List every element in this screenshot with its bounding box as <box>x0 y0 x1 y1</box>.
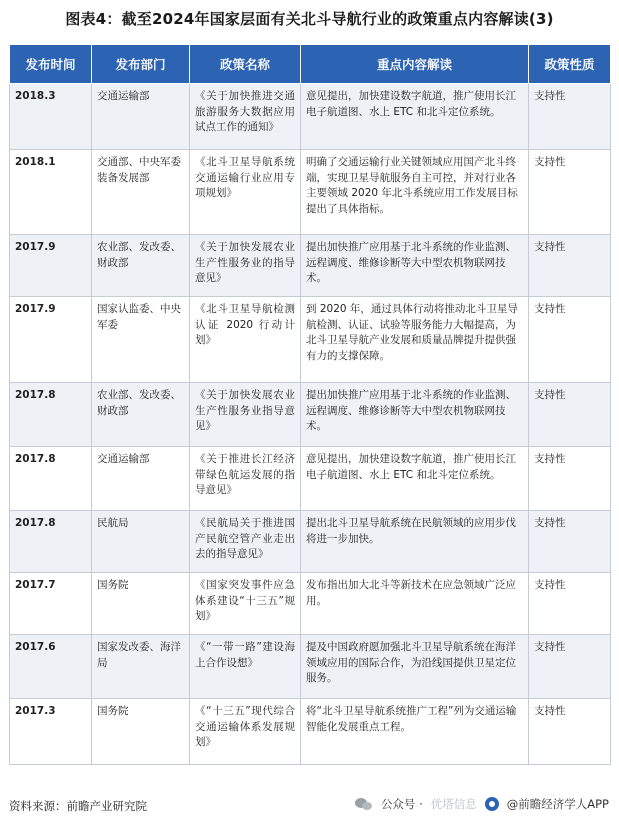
cell-dept: 农业部、发改委、财政部 <box>92 383 190 447</box>
cell-nature: 支持性 <box>529 573 611 635</box>
table-row <box>10 573 611 635</box>
cell-dept: 交通部、中央军委装备发展部 <box>92 150 190 235</box>
table-row <box>10 235 611 297</box>
cell-content: 提出加快推广应用基于北斗系统的作业监测、远程调度、维修诊断等大中型农机物联网技术。 <box>301 383 529 447</box>
cell-nature: 支持性 <box>529 447 611 511</box>
cell-nature: 支持性 <box>529 635 611 699</box>
wechat-label: 公众号 · <box>380 797 423 811</box>
table-row <box>10 383 611 447</box>
cell-date: 2017.3 <box>10 699 92 765</box>
footer-watermark <box>355 796 609 812</box>
cell-policy-name: 《国家突发事件应急体系建设“十三五”规划》 <box>190 573 301 635</box>
cell-date: 2017.9 <box>10 235 92 297</box>
table-row <box>10 447 611 511</box>
table-row <box>10 699 611 765</box>
cell-date: 2017.8 <box>10 511 92 573</box>
cell-policy-name: 《民航局关于推进国产民航空管产业走出去的指导意见》 <box>190 511 301 573</box>
header-dept: 发布部门 <box>92 45 190 84</box>
cell-content: 意见提出，加快建设数字航道，推广使用长江电子航道图、水上 ETC 和北斗定位系统。 <box>301 447 529 511</box>
cell-nature: 支持性 <box>529 150 611 235</box>
cell-policy-name: 《“十三五”现代综合交通运输体系发展规划》 <box>190 699 301 765</box>
cell-nature: 支持性 <box>529 511 611 573</box>
cell-dept: 民航局 <box>92 511 190 573</box>
brand-label: @前瞻经济学人APP <box>506 797 609 811</box>
header-key-content: 重点内容解读 <box>301 45 529 84</box>
cell-content: 明确了交通运输行业关键领域应用国产北斗终端，实现卫星导航服务自主可控，并对行业各主要领域 2020 年北斗系统应用工作发展目标提出了具体指标。 <box>301 150 529 235</box>
cell-content: 发布指出加大北斗等新技术在应急领域广泛应用。 <box>301 573 529 635</box>
cell-content: 意见提出，加快建设数字航道，推广使用长江电子航道图、水上 ETC 和北斗定位系统。 <box>301 84 529 150</box>
cell-nature: 支持性 <box>529 84 611 150</box>
cell-policy-name: 《“一带一路”建设海上合作设想》 <box>190 635 301 699</box>
table-header-row <box>10 45 611 84</box>
cell-content: 将“北斗卫星导航系统推广工程”列为交通运输智能化发展重点工程。 <box>301 699 529 765</box>
cell-nature: 支持性 <box>529 235 611 297</box>
cell-dept: 国务院 <box>92 699 190 765</box>
cell-policy-name: 《北斗卫星导航检测认证 2020 行动计划》 <box>190 297 301 383</box>
cell-dept: 交通运输部 <box>92 447 190 511</box>
cell-dept: 农业部、发改委、财政部 <box>92 235 190 297</box>
cell-policy-name: 《北斗卫星导航系统交通运输行业应用专项规划》 <box>190 150 301 235</box>
policy-table <box>9 44 611 765</box>
source-note: 资料来源：前瞻产业研究院 <box>9 799 147 813</box>
table-row <box>10 511 611 573</box>
cell-dept: 交通运输部 <box>92 84 190 150</box>
cell-date: 2017.8 <box>10 383 92 447</box>
table-row <box>10 635 611 699</box>
cell-nature: 支持性 <box>529 383 611 447</box>
cell-nature: 支持性 <box>529 699 611 765</box>
cell-content: 提出北斗卫星导航系统在民航领域的应用步伐将进一步加快。 <box>301 511 529 573</box>
header-nature: 政策性质 <box>529 45 611 84</box>
cell-dept: 国家发改委、海洋局 <box>92 635 190 699</box>
cell-date: 2017.7 <box>10 573 92 635</box>
cell-date: 2017.8 <box>10 447 92 511</box>
cell-content: 提出加快推广应用基于北斗系统的作业监测、远程调度、维修诊断等大中型农机物联网技术。 <box>301 235 529 297</box>
cell-nature: 支持性 <box>529 297 611 383</box>
cell-policy-name: 《关于加快推进交通旅游服务大数据应用试点工作的通知》 <box>190 84 301 150</box>
cell-content: 提及中国政府愿加强北斗卫星导航系统在海洋领域应用的国际合作，为沿线国提供卫星定位服务。 <box>301 635 529 699</box>
brand-logo-icon <box>485 797 499 811</box>
cell-date: 2017.9 <box>10 297 92 383</box>
wechat-icon <box>355 797 373 811</box>
header-policy-name: 政策名称 <box>190 45 301 84</box>
cell-date: 2018.1 <box>10 150 92 235</box>
cell-date: 2018.3 <box>10 84 92 150</box>
cell-dept: 国务院 <box>92 573 190 635</box>
cell-policy-name: 《关于推进长江经济带绿色航运发展的指导意见》 <box>190 447 301 511</box>
table-row <box>10 84 611 150</box>
cell-content: 到 2020 年，通过具体行动将推动北斗卫星导航检测、认证、试验等服务能力大幅提高，为北斗卫星导航产业发展和质量品牌提升提供强有力的支撑保障。 <box>301 297 529 383</box>
table-row <box>10 150 611 235</box>
cell-dept: 国家认监委、中央军委 <box>92 297 190 383</box>
cell-policy-name: 《关于加快发展农业生产性服务业指导意见》 <box>190 383 301 447</box>
header-date: 发布时间 <box>10 45 92 84</box>
cell-date: 2017.6 <box>10 635 92 699</box>
table-row <box>10 297 611 383</box>
cell-policy-name: 《关于加快发展农业生产性服务业的指导意见》 <box>190 235 301 297</box>
wechat-account-name: 优塔信息 <box>430 797 477 811</box>
chart-title: 图表4：截至2024年国家层面有关北斗导航行业的政策重点内容解读(3) <box>65 10 554 28</box>
